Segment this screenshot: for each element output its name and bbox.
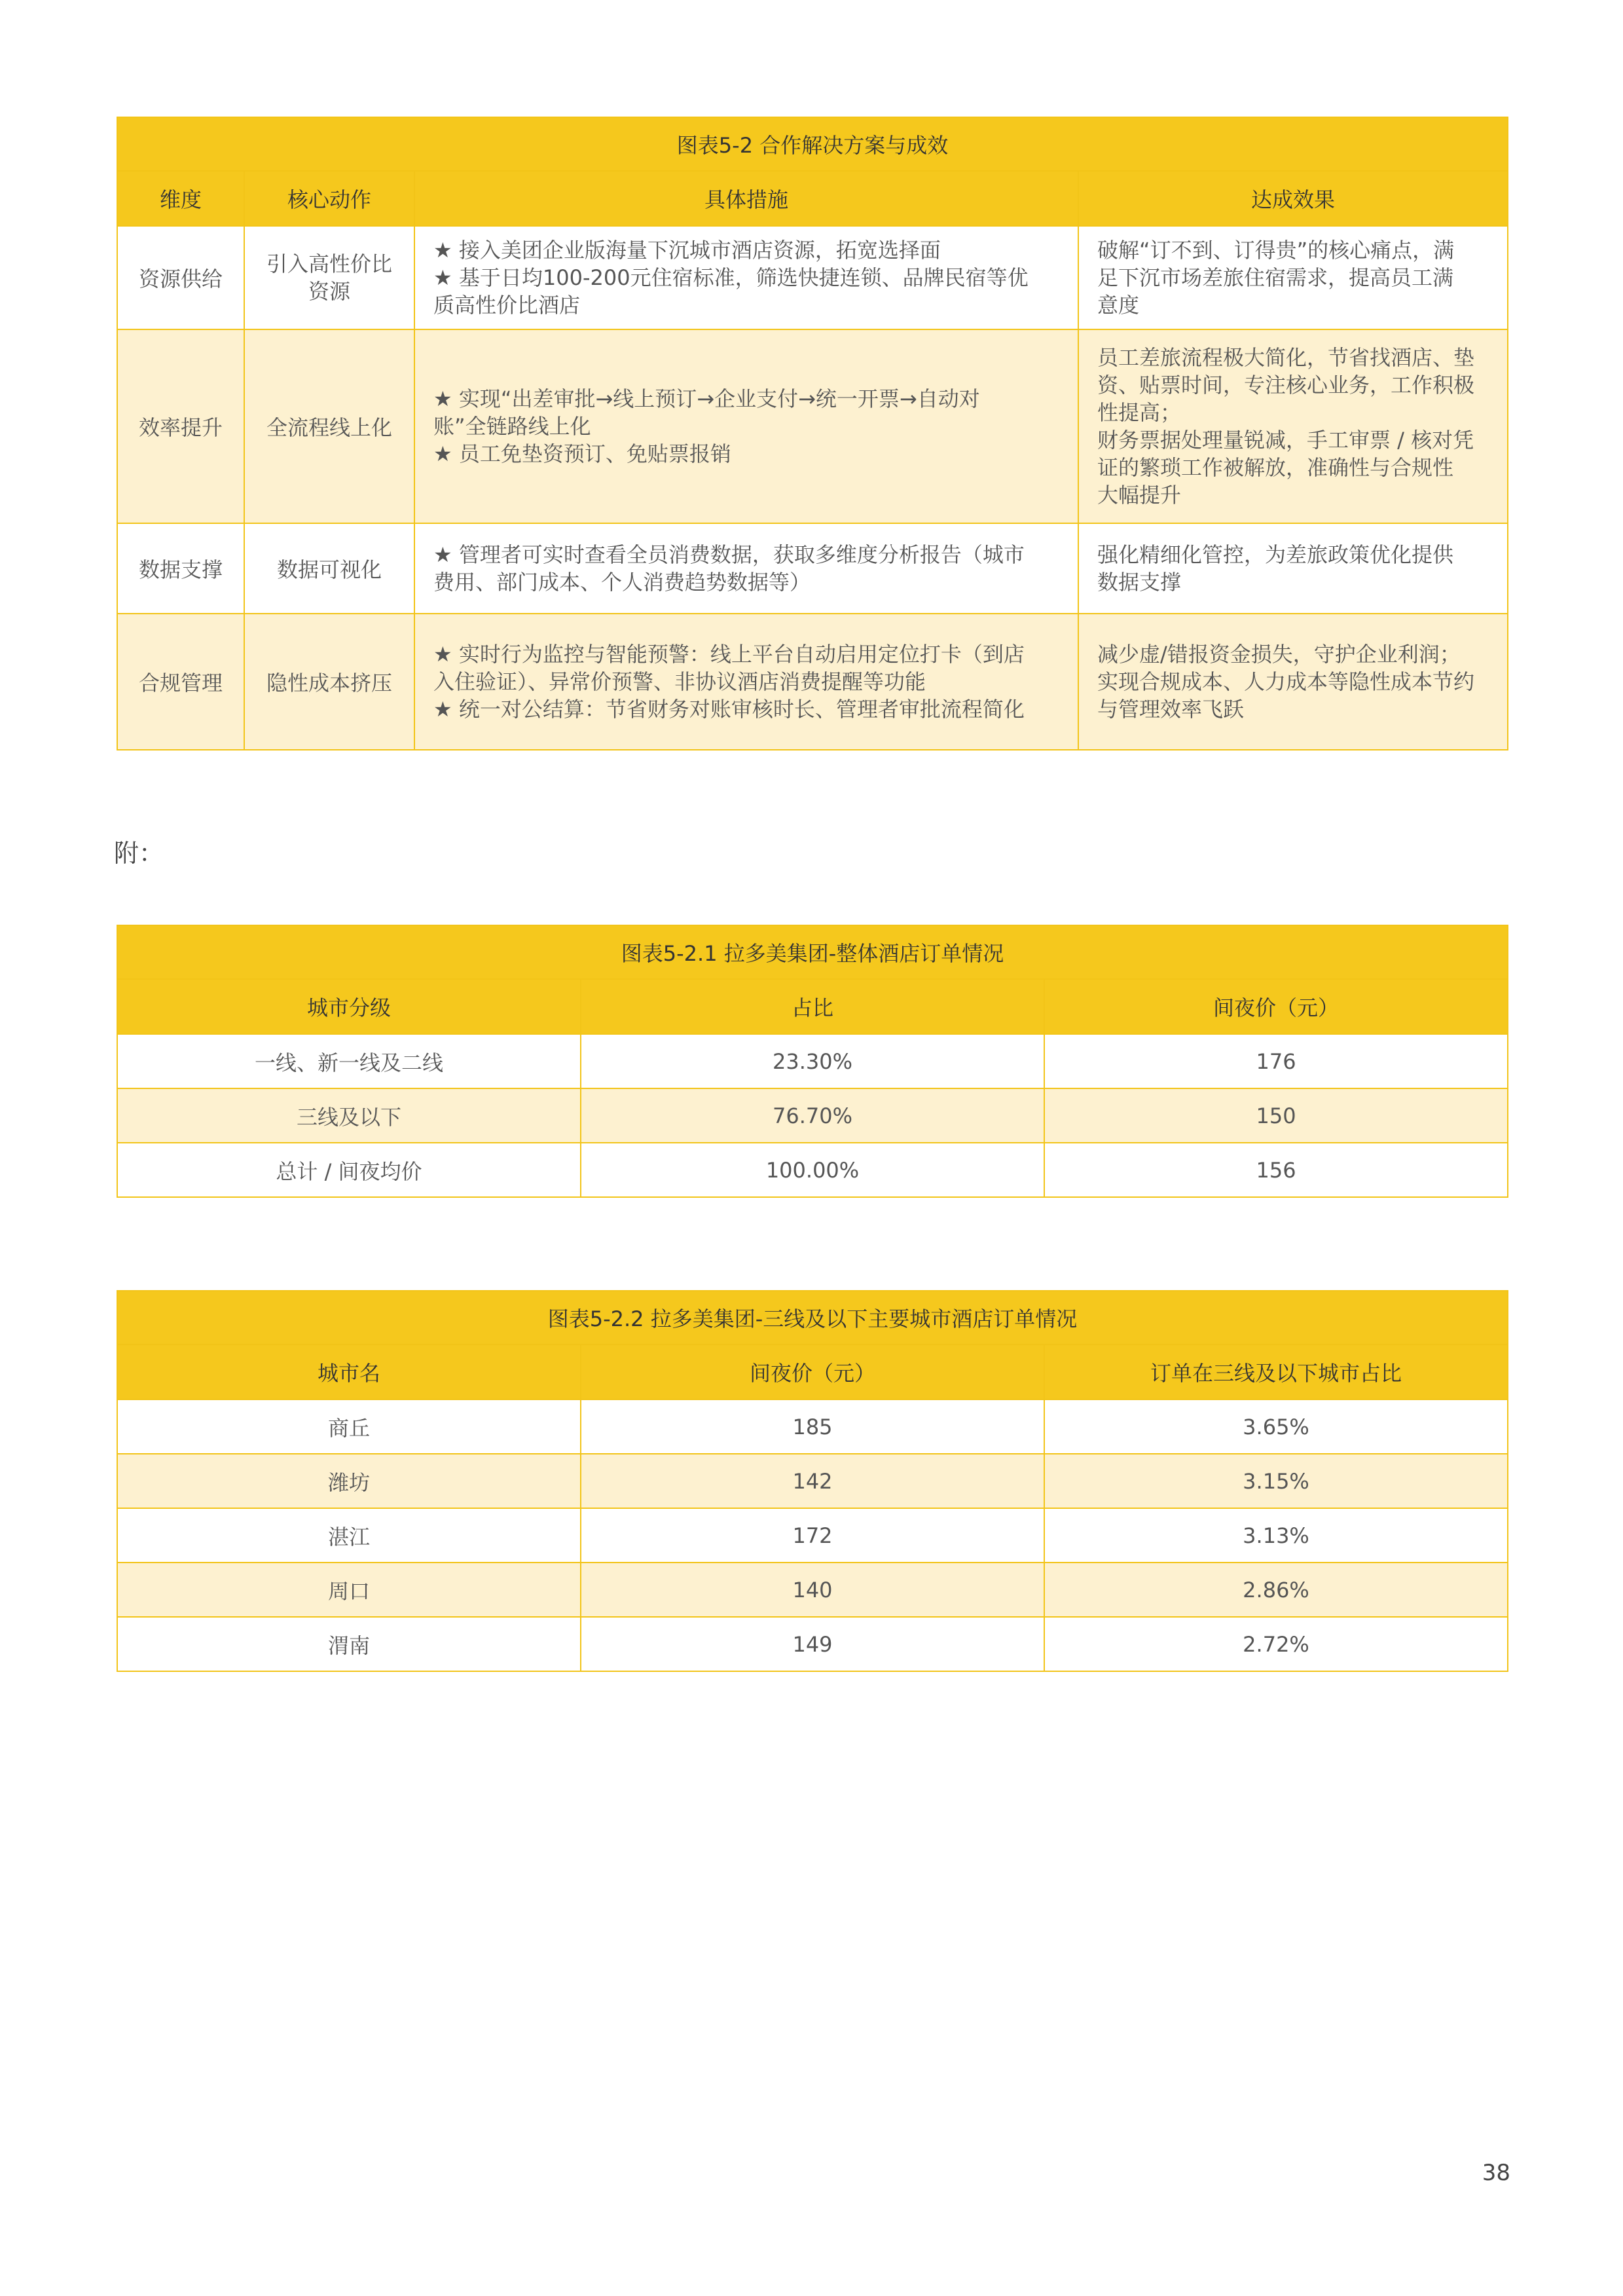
measures-cell [414, 329, 1078, 523]
result-line: 强化精细化管控，为差旅政策优化提供 [1097, 542, 1454, 567]
table-row [117, 614, 1508, 750]
action-line: 引入高性价比 [266, 251, 392, 276]
appendix-label: 附： [114, 839, 164, 868]
overall-hotel-orders-table [117, 925, 1508, 1198]
table-cell: 潍坊 [117, 1454, 581, 1508]
results-cell [1078, 523, 1508, 614]
table-cell: 23.30% [581, 1034, 1044, 1088]
table-cell: 湛江 [117, 1508, 581, 1563]
table-row [117, 523, 1508, 614]
table-cell: 76.70% [581, 1088, 1044, 1143]
measure-line: 质高性价比酒店 [433, 293, 581, 318]
table-cell: 3.13% [1044, 1508, 1508, 1563]
measures-cell [414, 523, 1078, 614]
measure-line: 入住验证）、异常价预警、非协议酒店消费提醒等功能 [433, 669, 926, 694]
table-row [117, 1143, 1508, 1197]
table-cell: 149 [581, 1617, 1044, 1671]
table-row [117, 1508, 1508, 1563]
result-line: 性提高； [1097, 400, 1182, 425]
table-title: 图表5-2.1 拉多美集团-整体酒店订单情况 [117, 925, 1508, 979]
result-line: 足下沉市场差旅住宿需求，提高员工满 [1097, 265, 1454, 290]
table-cell: 周口 [117, 1563, 581, 1617]
column-header: 城市分级 [117, 979, 581, 1034]
column-header: 达成效果 [1078, 171, 1508, 226]
table-row [117, 1399, 1508, 1454]
dimension-cell: 数据支撑 [117, 523, 244, 614]
table-title: 图表5-2.2 拉多美集团-三线及以下主要城市酒店订单情况 [117, 1291, 1508, 1344]
result-line: 破解“订不到、订得贵”的核心痛点，满 [1097, 238, 1455, 263]
table-row [117, 226, 1508, 329]
measure-line: ★ 基于日均100-200元住宿标准，筛选快捷连锁、品牌民宿等优 [433, 265, 1029, 290]
table-cell: 3.15% [1044, 1454, 1508, 1508]
result-line: 证的繁琐工作被解放，准确性与合规性 [1097, 455, 1454, 480]
table-cell: 总计 / 间夜均价 [117, 1143, 581, 1197]
measure-line: ★ 实时行为监控与智能预警：线上平台自动启用定位打卡（到店 [433, 642, 1025, 667]
measure-line: ★ 员工免垫资预订、免贴票报销 [433, 441, 731, 466]
table-cell: 150 [1044, 1088, 1508, 1143]
dimension-cell: 效率提升 [117, 329, 244, 523]
measure-line: ★ 管理者可实时查看全员消费数据，获取多维度分析报告（城市 [433, 542, 1025, 567]
result-line: 财务票据处理量锐减，手工审票 / 核对凭 [1097, 428, 1474, 453]
table-row [117, 1034, 1508, 1088]
measure-line: ★ 实现“出差审批→线上预订→企业支付→统一开票→自动对 [433, 386, 980, 411]
result-line: 减少虚/错报资金损失，守护企业利润； [1097, 642, 1461, 667]
result-line: 大幅提升 [1097, 483, 1182, 508]
action-cell [244, 226, 414, 329]
column-header: 城市名 [117, 1344, 581, 1399]
result-line: 意度 [1097, 293, 1140, 318]
result-line: 实现合规成本、人力成本等隐性成本节约 [1097, 669, 1475, 694]
table-cell: 商丘 [117, 1399, 581, 1454]
table-cell: 100.00% [581, 1143, 1044, 1197]
result-line: 数据支撑 [1097, 570, 1182, 595]
table-cell: 176 [1044, 1034, 1508, 1088]
table-cell: 2.86% [1044, 1563, 1508, 1617]
table-cell: 渭南 [117, 1617, 581, 1671]
action-cell: 隐性成本挤压 [244, 614, 414, 750]
result-line: 资、贴票时间，专注核心业务，工作积极 [1097, 373, 1475, 398]
table-cell: 2.72% [1044, 1617, 1508, 1671]
solution-results-table [117, 117, 1508, 750]
measure-line: ★ 接入美团企业版海量下沉城市酒店资源，拓宽选择面 [433, 238, 941, 263]
measures-cell [414, 226, 1078, 329]
table-cell: 一线、新一线及二线 [117, 1034, 581, 1088]
column-header: 核心动作 [244, 171, 414, 226]
column-header: 订单在三线及以下城市占比 [1044, 1344, 1508, 1399]
measure-line: ★ 统一对公结算：节省财务对账审核时长、管理者审批流程简化 [433, 697, 1025, 722]
table-cell: 3.65% [1044, 1399, 1508, 1454]
measures-cell [414, 614, 1078, 750]
measure-line: 费用、部门成本、个人消费趋势数据等） [433, 570, 811, 595]
table-cell: 三线及以下 [117, 1088, 581, 1143]
table-cell: 156 [1044, 1143, 1508, 1197]
action-line: 资源 [308, 279, 350, 304]
result-line: 员工差旅流程极大简化，节省找酒店、垫 [1097, 345, 1475, 370]
result-line: 与管理效率飞跃 [1097, 697, 1245, 722]
page-number: 38 [1482, 2160, 1510, 2186]
column-header: 占比 [581, 979, 1044, 1034]
results-cell [1078, 226, 1508, 329]
action-cell: 数据可视化 [244, 523, 414, 614]
column-header: 间夜价（元） [581, 1344, 1044, 1399]
table-cell: 140 [581, 1563, 1044, 1617]
table-row [117, 1088, 1508, 1143]
table-row [117, 1563, 1508, 1617]
column-header: 具体措施 [414, 171, 1078, 226]
lower-tier-city-orders-table [117, 1290, 1508, 1672]
table-row [117, 1617, 1508, 1671]
table-row [117, 329, 1508, 523]
dimension-cell: 合规管理 [117, 614, 244, 750]
table-title: 图表5-2 合作解决方案与成效 [117, 117, 1508, 171]
results-cell [1078, 614, 1508, 750]
column-header: 维度 [117, 171, 244, 226]
column-header: 间夜价（元） [1044, 979, 1508, 1034]
table-cell: 185 [581, 1399, 1044, 1454]
dimension-cell: 资源供给 [117, 226, 244, 329]
measure-line: 账”全链路线上化 [433, 414, 591, 439]
table-row [117, 1454, 1508, 1508]
action-cell: 全流程线上化 [244, 329, 414, 523]
results-cell [1078, 329, 1508, 523]
table-cell: 172 [581, 1508, 1044, 1563]
table-cell: 142 [581, 1454, 1044, 1508]
